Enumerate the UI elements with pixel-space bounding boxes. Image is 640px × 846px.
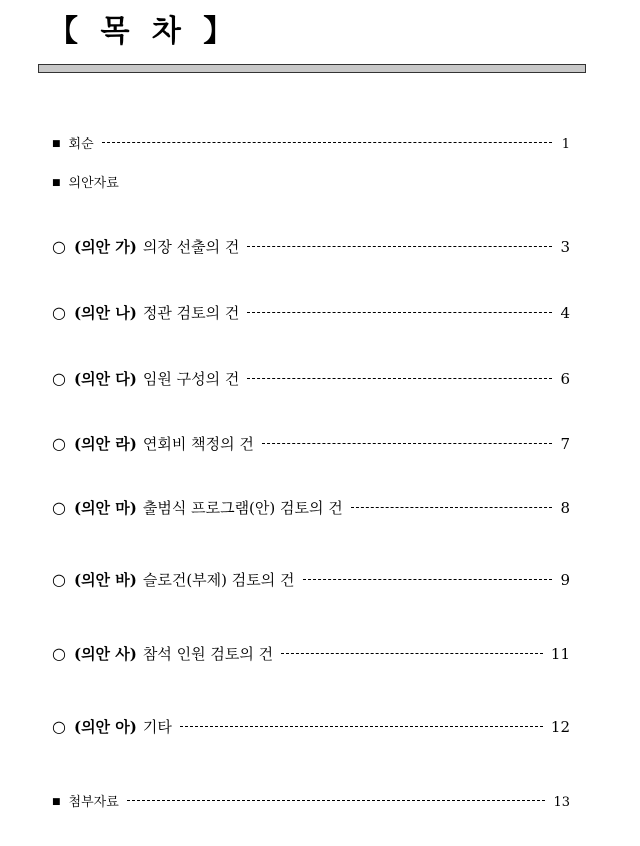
title-underline-bar bbox=[38, 64, 586, 73]
toc-entry-agenda-ra bbox=[52, 433, 570, 454]
toc-entry-agenda-na bbox=[52, 302, 570, 323]
toc-page-number: 3 bbox=[560, 238, 570, 256]
agenda-prefix: (의안 마) bbox=[73, 499, 137, 517]
circle-bullet-icon: ○ bbox=[52, 570, 66, 589]
toc-page-number: 12 bbox=[550, 718, 570, 736]
toc-page-number: 6 bbox=[560, 370, 570, 388]
toc-entry-label: 회순 bbox=[68, 137, 94, 152]
agenda-prefix: (의안 라) bbox=[73, 435, 137, 453]
agenda-prefix: (의안 사) bbox=[73, 645, 137, 663]
toc-entry-label: 정관 검토의 건 bbox=[142, 304, 240, 322]
agenda-prefix: (의안 가) bbox=[73, 238, 137, 256]
toc-page-number: 13 bbox=[553, 795, 570, 810]
circle-bullet-icon: ○ bbox=[52, 434, 66, 453]
toc-entry-agenda-a bbox=[52, 716, 570, 737]
toc-entry-agenda-ma bbox=[52, 497, 570, 518]
toc-entry-agenda-ga bbox=[52, 236, 570, 257]
dotted-leader bbox=[281, 653, 543, 654]
toc-page-number: 8 bbox=[560, 499, 570, 517]
bullet-square-icon: ■ bbox=[52, 797, 61, 807]
circle-bullet-icon: ○ bbox=[52, 717, 66, 736]
dotted-leader bbox=[102, 142, 552, 143]
dotted-leader bbox=[247, 246, 552, 247]
agenda-prefix: (의안 나) bbox=[73, 304, 137, 322]
toc-entry-hoesun bbox=[52, 133, 570, 152]
dotted-leader bbox=[303, 579, 552, 580]
toc-entry-label: 의안자료 bbox=[68, 176, 119, 191]
toc-entry-label: 기타 bbox=[142, 718, 172, 736]
toc-entry-agenda-da bbox=[52, 368, 570, 389]
toc-page-number: 4 bbox=[560, 304, 570, 322]
toc-entry-attachments bbox=[52, 791, 570, 810]
toc-entry-label: 의장 선출의 건 bbox=[142, 238, 240, 256]
circle-bullet-icon: ○ bbox=[52, 369, 66, 388]
bullet-square-icon: ■ bbox=[52, 178, 61, 188]
toc-entry-label: 슬로건(부제) 검토의 건 bbox=[142, 571, 295, 589]
toc-entry-label: 참석 인원 검토의 건 bbox=[142, 645, 274, 663]
circle-bullet-icon: ○ bbox=[52, 237, 66, 256]
page-title: 【 목 차 】 bbox=[48, 14, 240, 49]
toc-page-number: 9 bbox=[560, 571, 570, 589]
circle-bullet-icon: ○ bbox=[52, 303, 66, 322]
toc-entry-label: 임원 구성의 건 bbox=[142, 370, 240, 388]
toc-entry-label: 연회비 책정의 건 bbox=[142, 435, 254, 453]
agenda-prefix: (의안 아) bbox=[73, 718, 137, 736]
dotted-leader bbox=[351, 507, 552, 508]
agenda-prefix: (의안 다) bbox=[73, 370, 137, 388]
dotted-leader bbox=[127, 800, 546, 801]
agenda-prefix: (의안 바) bbox=[73, 571, 137, 589]
dotted-leader bbox=[180, 726, 543, 727]
toc-page-number: 1 bbox=[561, 137, 570, 152]
toc-page-number: 11 bbox=[550, 645, 570, 663]
dotted-leader bbox=[262, 443, 552, 444]
bullet-square-icon: ■ bbox=[52, 139, 61, 149]
circle-bullet-icon: ○ bbox=[52, 498, 66, 517]
toc-entry-label: 첨부자료 bbox=[68, 795, 119, 810]
toc-entry-label: 출범식 프로그램(안) 검토의 건 bbox=[142, 499, 343, 517]
dotted-leader bbox=[247, 312, 552, 313]
dotted-leader bbox=[247, 378, 552, 379]
toc-entry-agenda-sa bbox=[52, 643, 570, 664]
circle-bullet-icon: ○ bbox=[52, 644, 66, 663]
toc-entry-agenda-ba bbox=[52, 569, 570, 590]
toc-entry-agenda-materials bbox=[52, 172, 570, 191]
toc-page-number: 7 bbox=[560, 435, 570, 453]
